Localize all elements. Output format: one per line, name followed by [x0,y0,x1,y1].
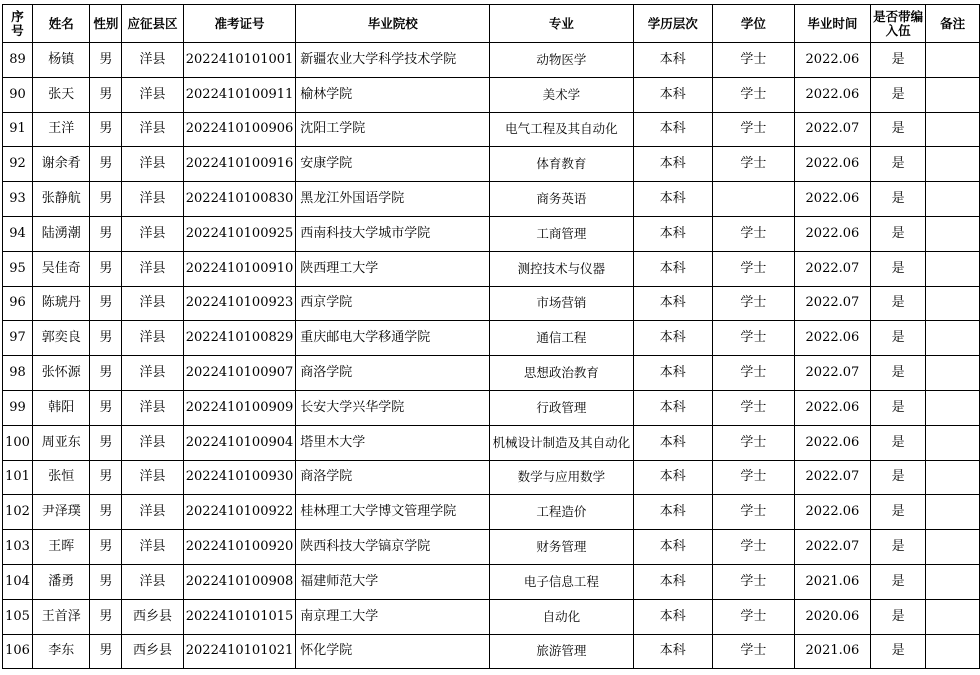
col-school-cell: 安康学院 [296,147,490,182]
col-name-cell: 张恒 [32,460,90,495]
col-grad-date-cell: 2022.07 [795,112,871,147]
col-index-cell: 94 [3,216,33,251]
col-remarks-cell [926,356,980,391]
col-index-cell: 97 [3,321,33,356]
header-col-education: 学历层次 [633,5,712,43]
col-grad-date-cell: 2021.06 [795,634,871,669]
col-index-cell: 105 [3,599,33,634]
header-col-enlist-status: 是否带编入伍 [870,5,926,43]
col-school-cell: 陕西理工大学 [296,251,490,286]
col-index-cell: 92 [3,147,33,182]
table-row [3,43,980,78]
col-major-cell: 数学与应用数学 [490,460,633,495]
col-index-cell: 100 [3,425,33,460]
col-degree-cell: 学士 [712,599,794,634]
col-name-cell: 张天 [32,77,90,112]
table-row [3,321,980,356]
col-gender-cell: 男 [90,216,122,251]
col-enlist-status-cell: 是 [870,390,926,425]
col-education-cell: 本科 [633,77,712,112]
col-remarks-cell [926,112,980,147]
col-index-cell: 102 [3,495,33,530]
col-enlist-status-cell: 是 [870,425,926,460]
col-name-cell: 王首泽 [32,599,90,634]
col-education-cell: 本科 [633,251,712,286]
col-exam-id-cell: 2022410100908 [183,564,296,599]
col-grad-date-cell: 2021.06 [795,564,871,599]
col-remarks-cell [926,634,980,669]
col-school-cell: 商洛学院 [296,460,490,495]
table-row [3,530,980,565]
col-education-cell: 本科 [633,634,712,669]
col-name-cell: 张怀源 [32,356,90,391]
header-col-remarks: 备注 [926,5,980,43]
col-enlist-status-cell: 是 [870,251,926,286]
col-degree-cell: 学士 [712,43,794,78]
col-county-cell: 洋县 [122,495,183,530]
col-major-cell: 思想政治教育 [490,356,633,391]
col-index-cell: 99 [3,390,33,425]
col-school-cell: 沈阳工学院 [296,112,490,147]
col-degree-cell: 学士 [712,286,794,321]
col-education-cell: 本科 [633,147,712,182]
col-exam-id-cell: 2022410100930 [183,460,296,495]
col-degree-cell [712,182,794,217]
col-grad-date-cell: 2022.07 [795,460,871,495]
col-name-cell: 王晖 [32,530,90,565]
col-gender-cell: 男 [90,286,122,321]
col-county-cell: 洋县 [122,564,183,599]
col-exam-id-cell: 2022410101001 [183,43,296,78]
roster-table-container [2,4,980,669]
col-county-cell: 洋县 [122,147,183,182]
col-education-cell: 本科 [633,216,712,251]
table-row [3,599,980,634]
table-row [3,390,980,425]
col-gender-cell: 男 [90,321,122,356]
col-major-cell: 市场营销 [490,286,633,321]
col-county-cell: 洋县 [122,390,183,425]
table-body [3,43,980,669]
col-index-cell: 91 [3,112,33,147]
col-degree-cell: 学士 [712,425,794,460]
col-gender-cell: 男 [90,390,122,425]
col-grad-date-cell: 2022.07 [795,356,871,391]
col-remarks-cell [926,564,980,599]
col-school-cell: 西京学院 [296,286,490,321]
col-grad-date-cell: 2022.07 [795,530,871,565]
col-school-cell: 南京理工大学 [296,599,490,634]
col-enlist-status-cell: 是 [870,634,926,669]
col-index-cell: 103 [3,530,33,565]
col-grad-date-cell: 2022.06 [795,43,871,78]
header-col-gender: 性别 [90,5,122,43]
col-major-cell: 行政管理 [490,390,633,425]
col-gender-cell: 男 [90,43,122,78]
col-gender-cell: 男 [90,495,122,530]
col-county-cell: 洋县 [122,216,183,251]
table-row [3,460,980,495]
col-enlist-status-cell: 是 [870,286,926,321]
col-exam-id-cell: 2022410100923 [183,286,296,321]
col-name-cell: 韩阳 [32,390,90,425]
col-name-cell: 吴佳奇 [32,251,90,286]
col-school-cell: 陕西科技大学镐京学院 [296,530,490,565]
col-major-cell: 美术学 [490,77,633,112]
table-row [3,286,980,321]
col-enlist-status-cell: 是 [870,216,926,251]
col-gender-cell: 男 [90,460,122,495]
col-name-cell: 张静航 [32,182,90,217]
col-enlist-status-cell: 是 [870,147,926,182]
col-exam-id-cell: 2022410101015 [183,599,296,634]
col-enlist-status-cell: 是 [870,182,926,217]
col-school-cell: 塔里木大学 [296,425,490,460]
col-remarks-cell [926,321,980,356]
col-degree-cell: 学士 [712,634,794,669]
col-gender-cell: 男 [90,634,122,669]
col-name-cell: 潘勇 [32,564,90,599]
col-exam-id-cell: 2022410100904 [183,425,296,460]
table-row [3,634,980,669]
col-county-cell: 洋县 [122,251,183,286]
col-education-cell: 本科 [633,564,712,599]
col-county-cell: 西乡县 [122,634,183,669]
col-grad-date-cell: 2022.06 [795,495,871,530]
col-remarks-cell [926,286,980,321]
col-school-cell: 长安大学兴华学院 [296,390,490,425]
col-remarks-cell [926,495,980,530]
col-education-cell: 本科 [633,356,712,391]
col-enlist-status-cell: 是 [870,112,926,147]
header-col-name: 姓名 [32,5,90,43]
table-row [3,564,980,599]
col-index-cell: 101 [3,460,33,495]
col-enlist-status-cell: 是 [870,460,926,495]
col-education-cell: 本科 [633,425,712,460]
col-index-cell: 98 [3,356,33,391]
table-row [3,112,980,147]
col-degree-cell: 学士 [712,147,794,182]
col-grad-date-cell: 2022.07 [795,251,871,286]
col-grad-date-cell: 2022.06 [795,390,871,425]
col-school-cell: 重庆邮电大学移通学院 [296,321,490,356]
col-grad-date-cell: 2022.06 [795,182,871,217]
col-index-cell: 106 [3,634,33,669]
col-remarks-cell [926,147,980,182]
col-exam-id-cell: 2022410100911 [183,77,296,112]
table-row [3,147,980,182]
col-remarks-cell [926,460,980,495]
col-major-cell: 电子信息工程 [490,564,633,599]
col-index-cell: 95 [3,251,33,286]
col-gender-cell: 男 [90,182,122,217]
col-name-cell: 周亚东 [32,425,90,460]
col-major-cell: 财务管理 [490,530,633,565]
col-education-cell: 本科 [633,43,712,78]
col-remarks-cell [926,390,980,425]
col-county-cell: 洋县 [122,356,183,391]
table-row [3,77,980,112]
col-index-cell: 93 [3,182,33,217]
col-degree-cell: 学士 [712,356,794,391]
col-gender-cell: 男 [90,599,122,634]
col-degree-cell: 学士 [712,216,794,251]
col-county-cell: 洋县 [122,460,183,495]
col-remarks-cell [926,599,980,634]
col-index-cell: 96 [3,286,33,321]
col-name-cell: 郭奕良 [32,321,90,356]
header-col-grad-date: 毕业时间 [795,5,871,43]
col-school-cell: 黑龙江外国语学院 [296,182,490,217]
col-county-cell: 西乡县 [122,599,183,634]
col-name-cell: 杨镇 [32,43,90,78]
col-gender-cell: 男 [90,425,122,460]
col-county-cell: 洋县 [122,286,183,321]
col-grad-date-cell: 2022.06 [795,216,871,251]
col-index-cell: 89 [3,43,33,78]
col-degree-cell: 学士 [712,460,794,495]
col-enlist-status-cell: 是 [870,564,926,599]
col-exam-id-cell: 2022410100916 [183,147,296,182]
col-name-cell: 谢余肴 [32,147,90,182]
col-county-cell: 洋县 [122,321,183,356]
col-exam-id-cell: 2022410100830 [183,182,296,217]
col-enlist-status-cell: 是 [870,530,926,565]
col-education-cell: 本科 [633,321,712,356]
col-index-cell: 104 [3,564,33,599]
col-major-cell: 电气工程及其自动化 [490,112,633,147]
col-enlist-status-cell: 是 [870,495,926,530]
col-major-cell: 工程造价 [490,495,633,530]
col-major-cell: 自动化 [490,599,633,634]
col-grad-date-cell: 2022.07 [795,286,871,321]
col-county-cell: 洋县 [122,530,183,565]
col-grad-date-cell: 2022.06 [795,77,871,112]
col-remarks-cell [926,425,980,460]
header-col-degree: 学位 [712,5,794,43]
table-row [3,216,980,251]
col-major-cell: 体育教育 [490,147,633,182]
table-row [3,251,980,286]
col-education-cell: 本科 [633,495,712,530]
col-degree-cell: 学士 [712,495,794,530]
col-school-cell: 桂林理工大学博文管理学院 [296,495,490,530]
col-exam-id-cell: 2022410101021 [183,634,296,669]
col-education-cell: 本科 [633,460,712,495]
col-major-cell: 商务英语 [490,182,633,217]
col-gender-cell: 男 [90,112,122,147]
col-school-cell: 怀化学院 [296,634,490,669]
col-index-cell: 90 [3,77,33,112]
col-grad-date-cell: 2020.06 [795,599,871,634]
col-education-cell: 本科 [633,182,712,217]
col-major-cell: 动物医学 [490,43,633,78]
col-education-cell: 本科 [633,530,712,565]
col-degree-cell: 学士 [712,390,794,425]
col-enlist-status-cell: 是 [870,321,926,356]
col-school-cell: 福建师范大学 [296,564,490,599]
col-exam-id-cell: 2022410100922 [183,495,296,530]
col-name-cell: 李东 [32,634,90,669]
header-col-exam-id: 准考证号 [183,5,296,43]
table-row [3,495,980,530]
col-exam-id-cell: 2022410100829 [183,321,296,356]
col-gender-cell: 男 [90,530,122,565]
col-remarks-cell [926,530,980,565]
header-row [3,5,980,43]
col-gender-cell: 男 [90,77,122,112]
col-gender-cell: 男 [90,251,122,286]
col-grad-date-cell: 2022.06 [795,425,871,460]
col-gender-cell: 男 [90,564,122,599]
col-enlist-status-cell: 是 [870,599,926,634]
col-major-cell: 测控技术与仪器 [490,251,633,286]
col-school-cell: 新疆农业大学科学技术学院 [296,43,490,78]
col-major-cell: 机械设计制造及其自动化 [490,425,633,460]
col-school-cell: 西南科技大学城市学院 [296,216,490,251]
col-degree-cell: 学士 [712,530,794,565]
col-exam-id-cell: 2022410100910 [183,251,296,286]
col-remarks-cell [926,216,980,251]
col-exam-id-cell: 2022410100925 [183,216,296,251]
col-enlist-status-cell: 是 [870,356,926,391]
col-county-cell: 洋县 [122,425,183,460]
col-remarks-cell [926,182,980,217]
col-exam-id-cell: 2022410100909 [183,390,296,425]
col-grad-date-cell: 2022.06 [795,321,871,356]
header-col-index: 序号 [3,5,33,43]
col-remarks-cell [926,43,980,78]
table-row [3,182,980,217]
col-name-cell: 尹泽璞 [32,495,90,530]
col-exam-id-cell: 2022410100906 [183,112,296,147]
col-education-cell: 本科 [633,286,712,321]
col-major-cell: 通信工程 [490,321,633,356]
col-exam-id-cell: 2022410100907 [183,356,296,391]
col-education-cell: 本科 [633,112,712,147]
col-county-cell: 洋县 [122,77,183,112]
col-county-cell: 洋县 [122,112,183,147]
col-degree-cell: 学士 [712,112,794,147]
col-remarks-cell [926,251,980,286]
col-school-cell: 榆林学院 [296,77,490,112]
header-col-county: 应征县区 [122,5,183,43]
table-row [3,356,980,391]
col-enlist-status-cell: 是 [870,43,926,78]
table-row [3,425,980,460]
col-name-cell: 陆湧潮 [32,216,90,251]
col-degree-cell: 学士 [712,77,794,112]
roster-table [2,4,980,669]
header-col-major: 专业 [490,5,633,43]
col-name-cell: 陈琥丹 [32,286,90,321]
col-major-cell: 工商管理 [490,216,633,251]
col-county-cell: 洋县 [122,43,183,78]
col-major-cell: 旅游管理 [490,634,633,669]
col-degree-cell: 学士 [712,321,794,356]
header-col-school: 毕业院校 [296,5,490,43]
col-grad-date-cell: 2022.06 [795,147,871,182]
col-county-cell: 洋县 [122,182,183,217]
col-enlist-status-cell: 是 [870,77,926,112]
col-gender-cell: 男 [90,147,122,182]
col-education-cell: 本科 [633,599,712,634]
col-school-cell: 商洛学院 [296,356,490,391]
col-gender-cell: 男 [90,356,122,391]
col-remarks-cell [926,77,980,112]
col-education-cell: 本科 [633,390,712,425]
col-name-cell: 王洋 [32,112,90,147]
col-degree-cell: 学士 [712,564,794,599]
col-degree-cell: 学士 [712,251,794,286]
col-exam-id-cell: 2022410100920 [183,530,296,565]
